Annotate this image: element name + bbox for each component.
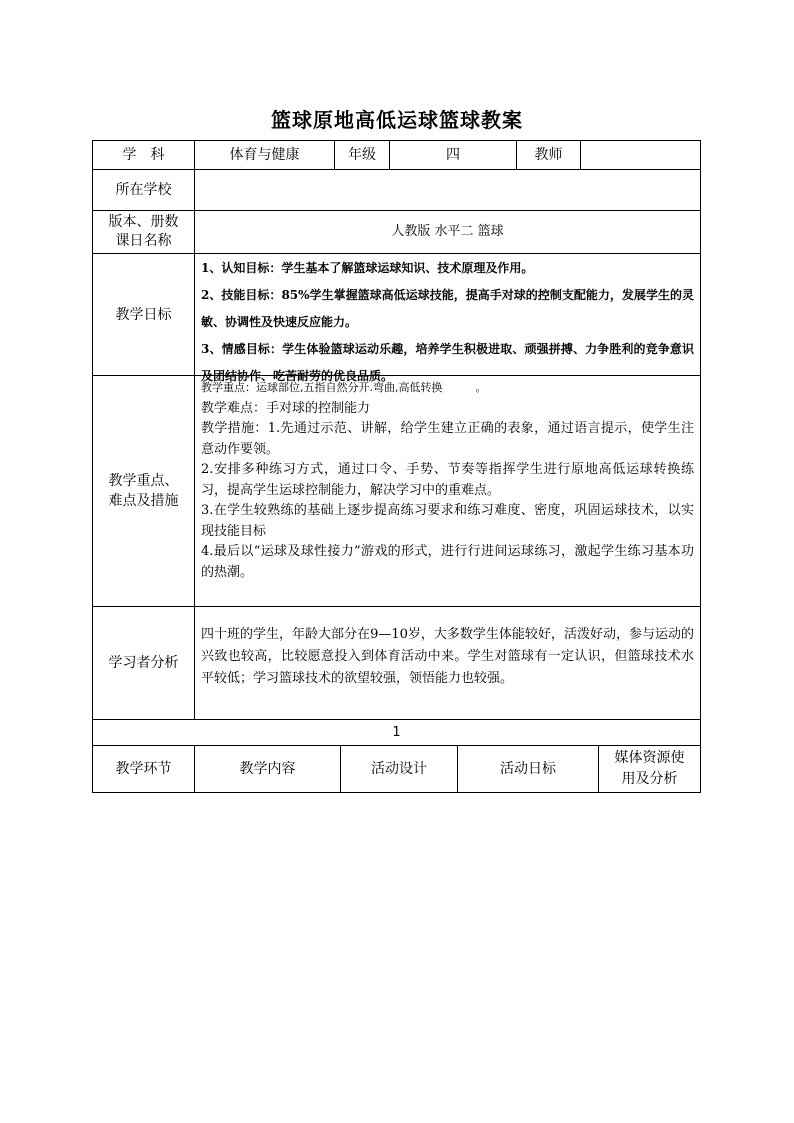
teacher-label: 教师 [534, 147, 563, 163]
key-points-label-line1: 教学重点、 [108, 473, 179, 489]
goals-content [201, 255, 694, 390]
col-media-resources-line1: 媒体资源使 [614, 750, 685, 766]
subject-label: 学 科 [122, 147, 165, 163]
teaching-measure: 教学措施：1.先通过示范、讲解，给学生建立正确的表象，通过语言提示，使学生注意动作要领。 [201, 421, 694, 457]
goal-skill: 2、技能目标：85%学生掌握篮球高低运球技能，提高手对球的控制支配能力，发展学生的灵敏、协调性及快速反应能力。 [201, 288, 694, 329]
key-points-label [93, 376, 194, 606]
teaching-measure: 3.在学生较熟练的基础上逐步提高练习要求和练习难度、密度，巩固运球技术，以实现技能目标 [201, 503, 694, 539]
school-label: 所在学校 [115, 182, 172, 198]
edition-label-line2: 课日名称 [115, 233, 172, 249]
subject-value: 体育与健康 [229, 147, 300, 163]
edition-value: 人教版 水平二 篮球 [391, 224, 504, 239]
page-number: 1 [392, 724, 401, 740]
edition-label-line1: 版本、册数 [108, 214, 179, 230]
key-points-content [201, 378, 694, 583]
teaching-focus: 教学重点：运球部位,五指自然分开.弯曲,高低转换 。 [201, 381, 487, 394]
col-media-resources [599, 746, 700, 792]
goal-affective: 3、情感目标：学生体验篮球运动乐趣，培养学生积极进取、顽强拼搏、力争胜利的竞争意识及团结协作、吃苦耐劳的优良品质。 [201, 342, 694, 383]
col-media-resources-line2: 用及分析 [621, 771, 678, 787]
grade-value: 四 [446, 147, 460, 163]
school-value [195, 170, 700, 210]
teaching-measure: 2.安排多种练习方式，通过口令、手势、节奏等指挥学生进行原地高低运球转换练习，提高学生运球控制能力，解决学习中的重难点。 [201, 462, 694, 498]
learner-label: 学习者分析 [108, 655, 179, 671]
rule [700, 140, 701, 793]
goal-cognitive: 1、认知目标：学生基本了解篮球运球知识、技术原理及作用。 [201, 261, 534, 275]
key-points-label-line2: 难点及措施 [108, 493, 179, 509]
teacher-value [581, 141, 700, 169]
col-activity-design: 活动设计 [371, 761, 427, 777]
teaching-difficulty: 教学难点：手对球的控制能力 [201, 400, 371, 416]
teaching-measure: 4.最后以“运球及球性接力”游戏的形式，进行行进间运球练习，激起学生练习基本功的热潮。 [201, 544, 694, 580]
learner-content: 四十班的学生，年龄大部分在9—10岁，大多数学生体能较好，活泼好动，参与运动的兴致也较高，比较愿意投入到体育活动中来。学生对篮球有一定认识，但篮球技术水平较低；学习篮球技术的欲望较强，领悟能力也较强。 [201, 627, 694, 686]
edition-label [93, 211, 194, 253]
col-teaching-content: 教学内容 [239, 761, 296, 777]
col-activity-goal: 活动日标 [500, 761, 556, 777]
col-teaching-stage: 教学环节 [115, 761, 172, 777]
goals-label: 教学日标 [115, 306, 172, 323]
rule [92, 792, 701, 793]
document-title: 篮球原地高低运球篮球教案 [271, 108, 523, 132]
grade-label: 年级 [348, 147, 376, 163]
